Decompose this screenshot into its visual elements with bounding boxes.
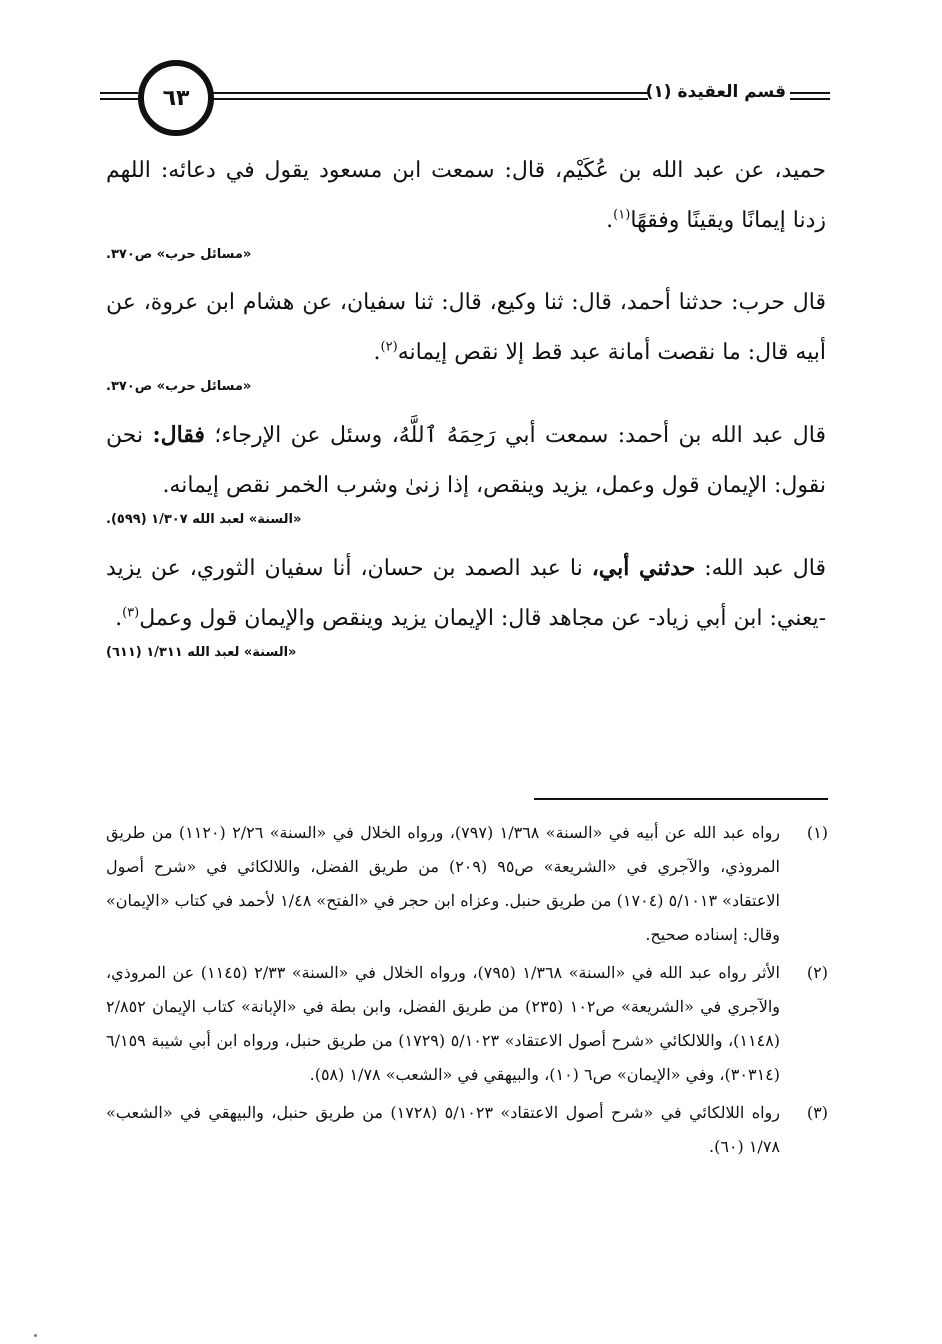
footnote-ref[interactable]: (٣): [122, 605, 140, 621]
emphasis-word: فقال:: [152, 422, 205, 448]
narration-text-part: قال عبد الله بن أحمد: سمعت أبي رَحِمَهُ ٱللَّهُ، وسئل عن الإرجاء؛: [214, 423, 827, 448]
header-rule: [208, 98, 648, 100]
footnote-number: (٣): [806, 1103, 828, 1122]
narration-text-part: قال حرب: حدثنا أحمد، قال: ثنا وكيع، قال: ثنا سفيان، عن هشام ابن عروة، عن أبيه قال: ما نقصت أمانة عبد قط إلا نقص إيمانه: [106, 290, 826, 365]
header-rule: [208, 92, 648, 94]
page-number: ٦٣: [138, 60, 214, 136]
narration-text: [106, 278, 826, 378]
header-rule: [790, 92, 830, 94]
footnote: [106, 816, 828, 952]
source-citation: «مسائل حرب» ص٣٧٠.: [106, 247, 252, 262]
footnote-number: (٢): [806, 963, 828, 982]
narration-text-part: .: [606, 208, 614, 233]
emphasis-word: حدثني أبي،: [591, 555, 696, 581]
narration-text: [106, 410, 826, 511]
source-citation: «السنة» لعبد الله ١/٣٠٧ (٥٩٩).: [106, 512, 302, 527]
footnote-divider: [534, 798, 828, 800]
footnote: [106, 1096, 828, 1164]
page-header: [100, 62, 830, 132]
footnote-text: رواه عبد الله عن أبيه في «السنة» ١/٣٦٨ (٧٩٧)، ورواه الخلال في «السنة» ٢/٢٦ (١١٢٠) من طريق المروذي، والآجري في «الشريعة» ص٩٥ (٢٠٩) من طريق الفضل، واللالكائي في «شرح أصول الاعتقاد» ٥/١٠١٣ (١٧٠٤) من طريق حنبل. وعزاه ابن حجر في «الفتح» ١/٤٨ لأحمد في كتاب «الإيمان» وقال: إسناده صحيح.: [106, 823, 781, 944]
header-rule: [790, 98, 830, 100]
footnote-ref[interactable]: (٢): [380, 339, 398, 355]
footnote: [106, 956, 828, 1092]
footnote-text: الأثر رواه عبد الله في «السنة» ١/٣٦٨ (٧٩٥)، ورواه الخلال في «السنة» ٢/٣٣ (١١٤٥) عن المروذي، والآجري في «الشريعة» ص١٠٢ (٢٣٥) من طريق الفضل، وابن بطة في «الإبانة» كتاب الإيمان ٢/٨٥٢ (١١٤٨)، واللالكائي «شرح أصول الاعتقاد» ٥/١٠٢٣ (١٧٢٩) من طريق حنبل، ورواه ابن أبي شيبة ٦/١٥٩ (٣٠٣١٤)، وفي «الإيمان» ص٦ (١٠)، والبيهقي في «الشعب» ١/٧٨ (٥٨).: [106, 963, 781, 1084]
narration-text-part: حميد، عن عبد الله بن عُكَيْم، قال: سمعت ابن مسعود يقول في دعائه: اللهم زدنا إيمانًا ويقينًا وفقهًا: [106, 158, 826, 233]
section-title: قسم العقيدة (١): [645, 82, 786, 102]
footnote-text: رواه اللالكائي في «شرح أصول الاعتقاد» ٥/١٠٢٣ (١٧٢٨) من طريق حنبل، والبيهقي في «الشعب» ١/٧٨ (٦٠).: [106, 1103, 781, 1156]
narration-text-part: نا عبد الصمد بن حسان، أنا سفيان الثوري، عن يزيد -يعني: ابن أبي زياد- عن مجاهد قال: الإيمان يزيد وينقص والإيمان قول وعمل: [106, 556, 826, 631]
narration-text-part: .: [115, 606, 123, 631]
narration-text-part: قال عبد الله:: [704, 556, 827, 581]
scan-speck: [34, 1334, 37, 1337]
footnote-number: (١): [806, 823, 828, 842]
source-citation: «مسائل حرب» ص٣٧٠.: [106, 379, 252, 394]
narration-text: [106, 543, 826, 644]
footnote-ref[interactable]: (١): [613, 207, 631, 223]
narration-text-part: .: [373, 340, 381, 365]
narration-block: [106, 146, 826, 264]
narration-block: [106, 410, 826, 529]
narration-text-part: نحن نقول: الإيمان قول وعمل، يزيد وينقص، إذا زنىٰ وشرب الخمر نقص إيمانه.: [106, 423, 826, 498]
header-rule: [100, 98, 138, 100]
main-text: [106, 146, 826, 676]
narration-block: [106, 543, 826, 662]
source-citation: «السنة» لعبد الله ١/٣١١ (٦١١): [106, 645, 297, 660]
narration-text: [106, 146, 826, 246]
footnotes: [106, 816, 828, 1168]
header-rule: [100, 92, 138, 94]
narration-block: [106, 278, 826, 396]
